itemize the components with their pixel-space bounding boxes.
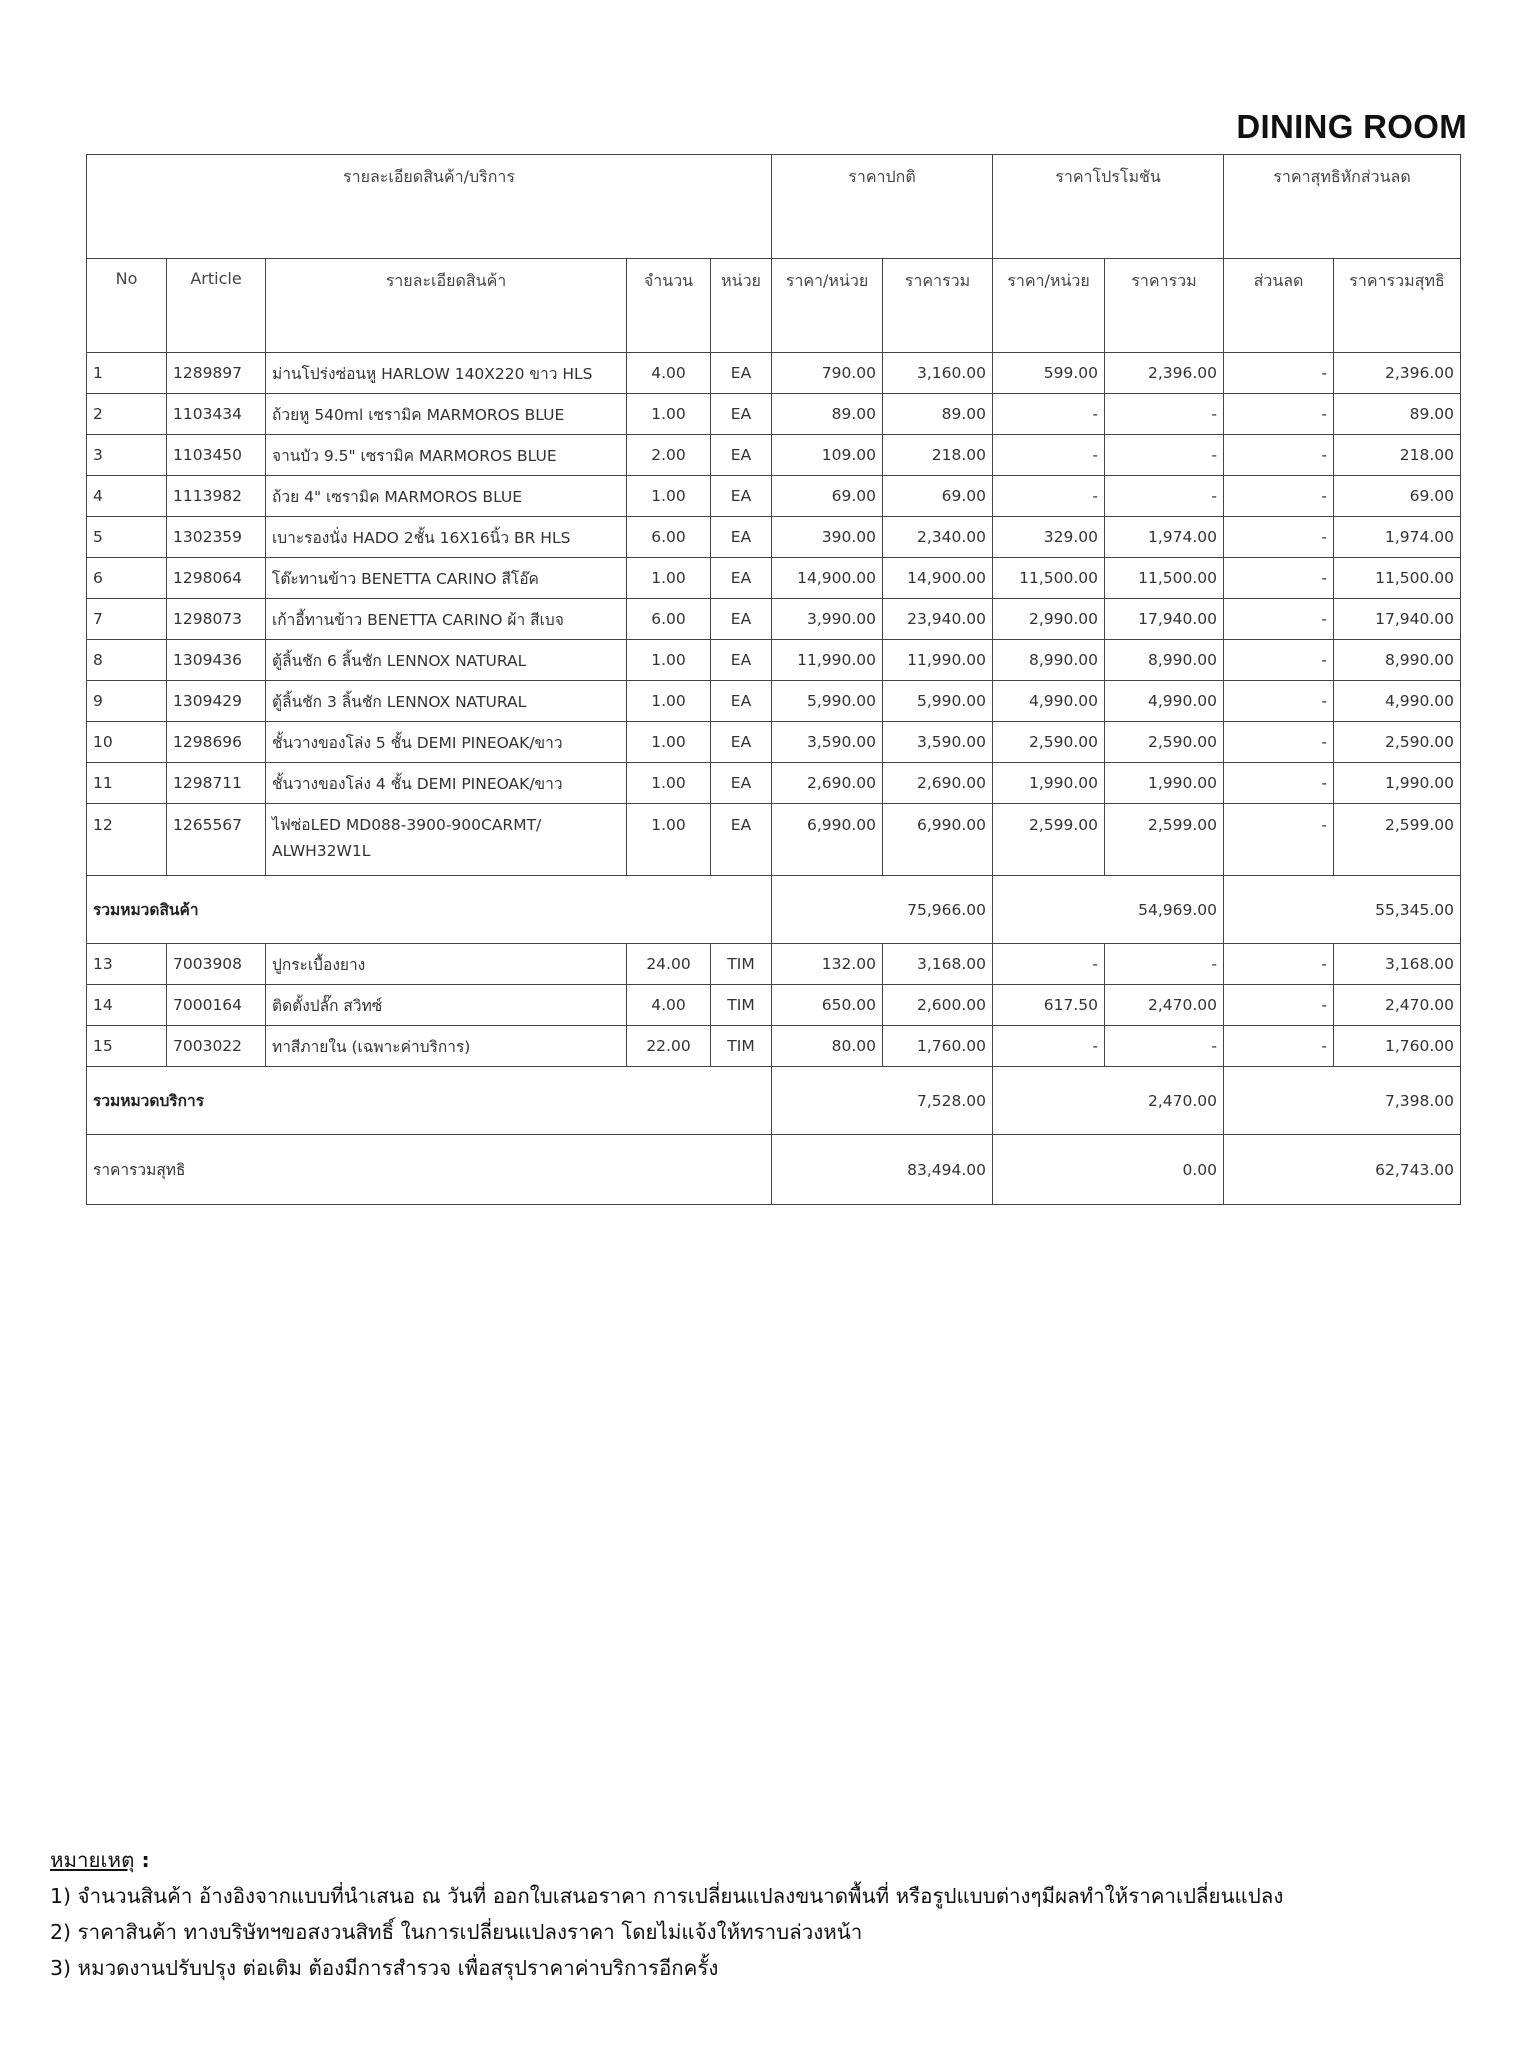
cell-article: 1302359: [167, 517, 266, 558]
cell-regular-total: 218.00: [883, 435, 993, 476]
cell-regular-total: 3,590.00: [883, 722, 993, 763]
cell-qty: 1.00: [627, 763, 711, 804]
cell-promo-unit-price: 329.00: [993, 517, 1105, 558]
cell-unit: EA: [711, 394, 772, 435]
cell-regular-unit-price: 109.00: [772, 435, 883, 476]
cell-net-total: 2,590.00: [1334, 722, 1461, 763]
col-header-regular-total: ราคารวม: [883, 259, 993, 353]
cell-qty: 1.00: [627, 804, 711, 876]
cell-no: 11: [87, 763, 167, 804]
cell-article: 7003022: [167, 1026, 266, 1067]
cell-description: ชั้นวางของโล่ง 4 ชั้น DEMI PINEOAK/ขาว: [266, 763, 627, 804]
cell-description: ปูกระเบื้องยาง: [266, 944, 627, 985]
quotation-table: [86, 154, 1461, 1205]
remarks-heading-colon: :: [134, 1848, 150, 1872]
cell-no: 10: [87, 722, 167, 763]
cell-article: 7003908: [167, 944, 266, 985]
cell-net-total: 89.00: [1334, 394, 1461, 435]
cell-promo-unit-price: -: [993, 476, 1105, 517]
col-header-regular-unit-price: ราคา/หน่วย: [772, 259, 883, 353]
cell-qty: 24.00: [627, 944, 711, 985]
cell-qty: 6.00: [627, 599, 711, 640]
cell-discount: -: [1224, 640, 1334, 681]
cell-promo-total: -: [1105, 944, 1224, 985]
cell-article: 1298711: [167, 763, 266, 804]
product-subtotal-regular: 75,966.00: [772, 876, 993, 944]
col-header-net-total: ราคารวมสุทธิ: [1334, 259, 1461, 353]
service-subtotal-net: 7,398.00: [1224, 1067, 1461, 1135]
grand-total-promo: 0.00: [993, 1135, 1224, 1205]
cell-discount: -: [1224, 804, 1334, 876]
column-header-row: [87, 259, 1461, 353]
cell-promo-unit-price: -: [993, 394, 1105, 435]
cell-regular-total: 5,990.00: [883, 681, 993, 722]
cell-no: 6: [87, 558, 167, 599]
cell-promo-total: 2,590.00: [1105, 722, 1224, 763]
col-header-description: รายละเอียดสินค้า: [266, 259, 627, 353]
remark-item: 3) หมวดงานปรับปรุง ต่อเติม ต้องมีการสำรวจ เพื่อสรุปราคาค่าบริการอีกครั้ง: [50, 1956, 719, 1980]
cell-net-total: 8,990.00: [1334, 640, 1461, 681]
cell-no: 1: [87, 353, 167, 394]
cell-regular-unit-price: 3,590.00: [772, 722, 883, 763]
cell-promo-total: -: [1105, 1026, 1224, 1067]
table-row: [87, 985, 1461, 1026]
cell-article: 7000164: [167, 985, 266, 1026]
cell-regular-unit-price: 790.00: [772, 353, 883, 394]
cell-unit: EA: [711, 763, 772, 804]
cell-promo-unit-price: 8,990.00: [993, 640, 1105, 681]
cell-article: 1309436: [167, 640, 266, 681]
group-header-net: ราคาสุทธิหักส่วนลด: [1224, 155, 1461, 259]
table-row: [87, 804, 1461, 876]
cell-discount: -: [1224, 394, 1334, 435]
cell-unit: EA: [711, 599, 772, 640]
cell-unit: EA: [711, 476, 772, 517]
service-subtotal-regular: 7,528.00: [772, 1067, 993, 1135]
cell-discount: -: [1224, 985, 1334, 1026]
cell-unit: TIM: [711, 944, 772, 985]
cell-regular-unit-price: 14,900.00: [772, 558, 883, 599]
cell-description: จานบัว 9.5" เซรามิค MARMOROS BLUE: [266, 435, 627, 476]
table-row: [87, 435, 1461, 476]
cell-description: ตู้ลิ้นชัก 6 ลิ้นชัก LENNOX NATURAL: [266, 640, 627, 681]
group-header-regular: ราคาปกติ: [772, 155, 993, 259]
cell-discount: -: [1224, 517, 1334, 558]
cell-regular-unit-price: 80.00: [772, 1026, 883, 1067]
cell-qty: 2.00: [627, 435, 711, 476]
cell-net-total: 1,760.00: [1334, 1026, 1461, 1067]
cell-net-total: 2,470.00: [1334, 985, 1461, 1026]
cell-promo-total: 1,990.00: [1105, 763, 1224, 804]
cell-regular-unit-price: 5,990.00: [772, 681, 883, 722]
cell-promo-total: -: [1105, 394, 1224, 435]
table-row: [87, 722, 1461, 763]
cell-regular-unit-price: 132.00: [772, 944, 883, 985]
cell-no: 15: [87, 1026, 167, 1067]
cell-promo-total: -: [1105, 435, 1224, 476]
table-row: [87, 599, 1461, 640]
cell-unit: EA: [711, 353, 772, 394]
cell-article: 1309429: [167, 681, 266, 722]
cell-unit: EA: [711, 722, 772, 763]
col-header-article: Article: [167, 259, 266, 353]
cell-qty: 4.00: [627, 353, 711, 394]
cell-regular-total: 1,760.00: [883, 1026, 993, 1067]
cell-qty: 1.00: [627, 558, 711, 599]
col-header-no: No: [87, 259, 167, 353]
table-row: [87, 558, 1461, 599]
cell-unit: EA: [711, 435, 772, 476]
cell-discount: -: [1224, 476, 1334, 517]
cell-net-total: 1,974.00: [1334, 517, 1461, 558]
table-row: [87, 476, 1461, 517]
cell-discount: -: [1224, 722, 1334, 763]
cell-qty: 1.00: [627, 394, 711, 435]
cell-unit: EA: [711, 640, 772, 681]
cell-unit: TIM: [711, 985, 772, 1026]
cell-promo-total: 2,599.00: [1105, 804, 1224, 876]
cell-promo-unit-price: -: [993, 1026, 1105, 1067]
cell-regular-total: 3,160.00: [883, 353, 993, 394]
service-subtotal-row: [87, 1067, 1461, 1135]
cell-no: 4: [87, 476, 167, 517]
page-title: DINING ROOM: [1236, 108, 1467, 145]
cell-regular-unit-price: 390.00: [772, 517, 883, 558]
cell-regular-total: 2,340.00: [883, 517, 993, 558]
cell-discount: -: [1224, 353, 1334, 394]
cell-regular-total: 69.00: [883, 476, 993, 517]
cell-description: ถ้วย 4" เซรามิค MARMOROS BLUE: [266, 476, 627, 517]
cell-no: 7: [87, 599, 167, 640]
cell-article: 1298696: [167, 722, 266, 763]
table-row: [87, 1026, 1461, 1067]
cell-promo-total: 11,500.00: [1105, 558, 1224, 599]
cell-qty: 1.00: [627, 722, 711, 763]
col-header-promo-unit-price: ราคา/หน่วย: [993, 259, 1105, 353]
group-header-row: [87, 155, 1461, 259]
cell-net-total: 17,940.00: [1334, 599, 1461, 640]
remark-item: 2) ราคาสินค้า ทางบริษัทฯขอสงวนสิทธิ์ ในการเปลี่ยนแปลงราคา โดยไม่แจ้งให้ทราบล่วงหน้า: [50, 1920, 863, 1944]
table-row: [87, 944, 1461, 985]
cell-no: 2: [87, 394, 167, 435]
cell-qty: 1.00: [627, 640, 711, 681]
cell-no: 14: [87, 985, 167, 1026]
service-subtotal-label: รวมหมวดบริการ: [87, 1067, 772, 1135]
group-header-promo: ราคาโปรโมชัน: [993, 155, 1224, 259]
cell-regular-total: 2,690.00: [883, 763, 993, 804]
cell-description: ม่านโปร่งซ่อนหู HARLOW 140X220 ขาว HLS: [266, 353, 627, 394]
cell-unit: EA: [711, 681, 772, 722]
product-subtotal-label: รวมหมวดสินค้า: [87, 876, 772, 944]
cell-net-total: 69.00: [1334, 476, 1461, 517]
cell-promo-unit-price: -: [993, 435, 1105, 476]
cell-net-total: 3,168.00: [1334, 944, 1461, 985]
cell-regular-total: 14,900.00: [883, 558, 993, 599]
cell-description: เบาะรองนั่ง HADO 2ชั้น 16X16นิ้ว BR HLS: [266, 517, 627, 558]
cell-regular-unit-price: 89.00: [772, 394, 883, 435]
cell-promo-unit-price: 1,990.00: [993, 763, 1105, 804]
cell-regular-total: 3,168.00: [883, 944, 993, 985]
cell-article: 1103434: [167, 394, 266, 435]
cell-article: 1298073: [167, 599, 266, 640]
cell-description: ถ้วยหู 540ml เซรามิค MARMOROS BLUE: [266, 394, 627, 435]
cell-discount: -: [1224, 558, 1334, 599]
cell-discount: -: [1224, 599, 1334, 640]
cell-promo-unit-price: 2,599.00: [993, 804, 1105, 876]
cell-regular-unit-price: 11,990.00: [772, 640, 883, 681]
cell-net-total: 11,500.00: [1334, 558, 1461, 599]
cell-no: 12: [87, 804, 167, 876]
grand-total-regular: 83,494.00: [772, 1135, 993, 1205]
cell-regular-total: 23,940.00: [883, 599, 993, 640]
cell-regular-unit-price: 6,990.00: [772, 804, 883, 876]
cell-no: 9: [87, 681, 167, 722]
cell-qty: 1.00: [627, 681, 711, 722]
table-row: [87, 763, 1461, 804]
col-header-qty: จำนวน: [627, 259, 711, 353]
cell-qty: 4.00: [627, 985, 711, 1026]
cell-qty: 1.00: [627, 476, 711, 517]
col-header-unit: หน่วย: [711, 259, 772, 353]
table-row: [87, 394, 1461, 435]
cell-qty: 22.00: [627, 1026, 711, 1067]
cell-discount: -: [1224, 681, 1334, 722]
table-row: [87, 640, 1461, 681]
cell-unit: EA: [711, 558, 772, 599]
cell-net-total: 4,990.00: [1334, 681, 1461, 722]
group-header-detail: รายละเอียดสินค้า/บริการ: [87, 155, 772, 259]
remarks-heading-line: [50, 1842, 1283, 1878]
cell-promo-unit-price: 4,990.00: [993, 681, 1105, 722]
cell-description: ทาสีภายใน (เฉพาะค่าบริการ): [266, 1026, 627, 1067]
cell-promo-unit-price: -: [993, 944, 1105, 985]
cell-regular-unit-price: 69.00: [772, 476, 883, 517]
cell-net-total: 218.00: [1334, 435, 1461, 476]
cell-regular-unit-price: 2,690.00: [772, 763, 883, 804]
cell-description: เก้าอี้ทานข้าว BENETTA CARINO ผ้า สีเบจ: [266, 599, 627, 640]
cell-discount: -: [1224, 944, 1334, 985]
cell-promo-total: 2,470.00: [1105, 985, 1224, 1026]
cell-article: 1113982: [167, 476, 266, 517]
cell-promo-unit-price: 2,590.00: [993, 722, 1105, 763]
remarks-section: [50, 1842, 1283, 1986]
cell-regular-total: 11,990.00: [883, 640, 993, 681]
cell-unit: TIM: [711, 1026, 772, 1067]
remark-item: 1) จำนวนสินค้า อ้างอิงจากแบบที่นำเสนอ ณ วันที่ ออกใบเสนอราคา การเปลี่ยนแปลงขนาดพื้นที่ หรือรูปแบบต่างๆมีผลทำให้ราคาเปลี่ยนแปลง: [50, 1884, 1284, 1908]
cell-no: 13: [87, 944, 167, 985]
cell-no: 8: [87, 640, 167, 681]
grand-total-row: [87, 1135, 1461, 1205]
cell-promo-unit-price: 11,500.00: [993, 558, 1105, 599]
product-subtotal-net: 55,345.00: [1224, 876, 1461, 944]
cell-article: 1298064: [167, 558, 266, 599]
cell-article: 1103450: [167, 435, 266, 476]
cell-regular-total: 89.00: [883, 394, 993, 435]
cell-promo-unit-price: 2,990.00: [993, 599, 1105, 640]
product-subtotal-row: [87, 876, 1461, 944]
cell-discount: -: [1224, 435, 1334, 476]
cell-regular-unit-price: 650.00: [772, 985, 883, 1026]
col-header-discount: ส่วนลด: [1224, 259, 1334, 353]
cell-description: ตู้ลิ้นชัก 3 ลิ้นชัก LENNOX NATURAL: [266, 681, 627, 722]
table-row: [87, 517, 1461, 558]
cell-unit: EA: [711, 804, 772, 876]
cell-description: ไฟซ่อLED MD088-3900-900CARMT/ ALWH32W1L: [266, 804, 627, 876]
table-row: [87, 353, 1461, 394]
product-subtotal-promo: 54,969.00: [993, 876, 1224, 944]
remarks-heading: หมายเหตุ: [50, 1848, 135, 1872]
grand-total-label: ราคารวมสุทธิ: [87, 1135, 772, 1205]
cell-regular-unit-price: 3,990.00: [772, 599, 883, 640]
service-subtotal-promo: 2,470.00: [993, 1067, 1224, 1135]
cell-discount: -: [1224, 763, 1334, 804]
cell-discount: -: [1224, 1026, 1334, 1067]
cell-description: โต๊ะทานข้าว BENETTA CARINO สีโอ๊ค: [266, 558, 627, 599]
table-row: [87, 681, 1461, 722]
cell-promo-total: -: [1105, 476, 1224, 517]
cell-promo-unit-price: 617.50: [993, 985, 1105, 1026]
cell-promo-unit-price: 599.00: [993, 353, 1105, 394]
col-header-promo-total: ราคารวม: [1105, 259, 1224, 353]
grand-total-net: 62,743.00: [1224, 1135, 1461, 1205]
cell-article: 1265567: [167, 804, 266, 876]
cell-regular-total: 6,990.00: [883, 804, 993, 876]
cell-unit: EA: [711, 517, 772, 558]
cell-promo-total: 1,974.00: [1105, 517, 1224, 558]
cell-promo-total: 8,990.00: [1105, 640, 1224, 681]
cell-promo-total: 4,990.00: [1105, 681, 1224, 722]
cell-article: 1289897: [167, 353, 266, 394]
cell-description: ชั้นวางของโล่ง 5 ชั้น DEMI PINEOAK/ขาว: [266, 722, 627, 763]
cell-promo-total: 17,940.00: [1105, 599, 1224, 640]
cell-no: 5: [87, 517, 167, 558]
cell-promo-total: 2,396.00: [1105, 353, 1224, 394]
cell-no: 3: [87, 435, 167, 476]
cell-regular-total: 2,600.00: [883, 985, 993, 1026]
cell-qty: 6.00: [627, 517, 711, 558]
cell-description: ติดตั้งปลั๊ก สวิทซ์: [266, 985, 627, 1026]
cell-net-total: 2,396.00: [1334, 353, 1461, 394]
cell-net-total: 1,990.00: [1334, 763, 1461, 804]
cell-net-total: 2,599.00: [1334, 804, 1461, 876]
